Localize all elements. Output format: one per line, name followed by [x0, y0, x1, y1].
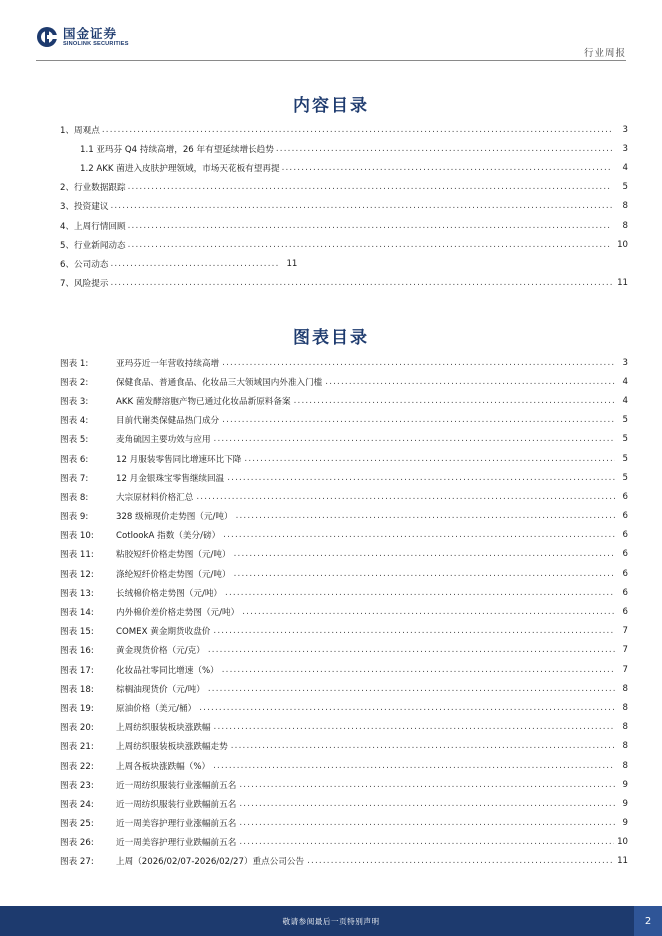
leader-dots	[239, 837, 614, 847]
leader-dots	[236, 511, 615, 521]
figure-title: 328 级棉现价走势图（元/吨）	[116, 512, 233, 523]
leader-dots	[234, 569, 615, 579]
figure-entry[interactable]	[60, 391, 628, 410]
leader-dots	[110, 201, 612, 211]
figure-title: 近一周纺织服装行业涨幅前五名	[116, 780, 237, 791]
toc-item[interactable]	[60, 178, 628, 197]
figure-page: 5	[622, 472, 628, 483]
leader-dots	[227, 473, 615, 483]
report-category: 行业周报	[583, 48, 626, 59]
figure-page: 6	[622, 607, 628, 618]
toc-item-page: 11	[286, 258, 298, 269]
toc-item-label: 6、公司动态	[60, 259, 109, 270]
figure-page: 9	[622, 779, 628, 790]
header-divider	[36, 60, 626, 61]
leader-dots	[208, 645, 615, 655]
figure-entry[interactable]	[60, 602, 628, 621]
figure-entry[interactable]	[60, 411, 628, 430]
figure-entry[interactable]	[60, 449, 628, 468]
leader-dots	[239, 780, 615, 790]
figure-title: 近一周美容护理行业涨幅前五名	[116, 819, 237, 830]
figure-entry[interactable]	[60, 372, 628, 391]
figure-page: 7	[622, 645, 628, 656]
toc-item-label: 7、风险提示	[60, 279, 109, 290]
logo-icon	[36, 26, 58, 48]
page-header	[0, 0, 662, 64]
figure-title: 棕榈油现货价（元/吨）	[116, 684, 205, 695]
toc-item-page: 8	[622, 220, 628, 231]
toc-item-label: 2、行业数据跟踪	[60, 183, 126, 194]
leader-dots	[276, 144, 612, 154]
figure-number: 图表 6:	[60, 454, 89, 465]
figure-entry[interactable]	[60, 487, 628, 506]
toc-item-page: 3	[622, 124, 628, 135]
page-footer	[0, 906, 662, 936]
figure-entry[interactable]	[60, 756, 628, 775]
toc-item-page: 8	[622, 201, 628, 212]
figure-entry[interactable]	[60, 698, 628, 717]
figure-entry[interactable]	[60, 526, 628, 545]
figure-page: 10	[617, 837, 628, 848]
figure-page: 4	[622, 376, 628, 387]
figure-title: 上周各板块涨跌幅（%）	[116, 761, 211, 772]
figure-entry[interactable]	[60, 507, 628, 526]
figure-title: 近一周纺织服装行业跌幅前五名	[116, 799, 237, 810]
figure-entry[interactable]	[60, 583, 628, 602]
figure-page: 8	[622, 760, 628, 771]
figure-page: 6	[622, 491, 628, 502]
leader-dots	[199, 703, 615, 713]
figures-title: 图表目录	[293, 328, 369, 348]
figure-number: 图表 11:	[60, 550, 94, 561]
figure-page: 8	[622, 741, 628, 752]
list-of-figures	[60, 353, 628, 871]
toc-item-label: 5、行业新闻动态	[60, 240, 126, 251]
leader-dots	[234, 549, 615, 559]
leader-dots	[222, 358, 615, 368]
figure-title: 近一周美容护理行业跌幅前五名	[116, 838, 237, 849]
figure-number: 图表 25:	[60, 819, 94, 830]
figure-page: 6	[622, 530, 628, 541]
figure-title: COMEX 黄金期货收盘价	[116, 627, 211, 638]
figure-number: 图表 27:	[60, 857, 94, 868]
toc-item-label: 4、上周行情回顾	[60, 221, 126, 232]
toc-title: 内容目录	[293, 96, 369, 116]
leader-dots	[282, 163, 612, 173]
figure-number: 图表 1:	[60, 358, 89, 369]
figure-entry[interactable]	[60, 660, 628, 679]
leader-dots	[128, 221, 612, 231]
figure-entry[interactable]	[60, 430, 628, 449]
leader-dots	[242, 607, 615, 617]
figure-number: 图表 15:	[60, 627, 94, 638]
figure-number: 图表 23:	[60, 780, 94, 791]
figure-entry[interactable]	[60, 679, 628, 698]
leader-dots	[222, 415, 615, 425]
leader-dots	[110, 278, 612, 288]
figure-number: 图表 9:	[60, 512, 89, 523]
figure-page: 6	[622, 549, 628, 560]
leader-dots	[294, 396, 615, 406]
figure-page: 6	[622, 568, 628, 579]
figure-entry[interactable]	[60, 622, 628, 641]
figure-number: 图表 13:	[60, 588, 94, 599]
figure-page: 8	[622, 702, 628, 713]
toc-item-page: 3	[622, 143, 628, 154]
figure-title: 12 月服装零售同比增速环比下降	[116, 454, 242, 465]
leader-dots	[102, 125, 612, 135]
toc-item-page: 11	[617, 278, 628, 289]
leader-dots	[325, 377, 615, 387]
figure-entry[interactable]	[60, 814, 628, 833]
leader-dots	[213, 626, 615, 636]
figure-page: 11	[617, 856, 628, 867]
figure-number: 图表 18:	[60, 684, 94, 695]
toc-item[interactable]	[60, 235, 628, 254]
toc-item-label: 1.2 AKK 菌进入皮肤护理领域，市场天花板有望再提	[80, 163, 280, 174]
figure-title: 上周（2026/02/07-2026/02/27）重点公司公告	[116, 857, 305, 868]
figure-number: 图表 3:	[60, 396, 89, 407]
logo-chinese-name: 国金证券	[63, 25, 118, 41]
figure-page: 6	[622, 511, 628, 522]
toc-item[interactable]	[60, 216, 628, 235]
footer-disclaimer: 敬请参阅最后一页特别声明	[282, 917, 380, 926]
figure-entry[interactable]	[60, 564, 628, 583]
toc-item[interactable]	[60, 197, 628, 216]
figure-title: 长绒棉价格走势图（元/吨）	[116, 588, 223, 599]
figure-page: 5	[622, 453, 628, 464]
figure-title: CotlookA 指数（美分/磅）	[116, 531, 221, 542]
figure-title: 粘胶短纤价格走势图（元/吨）	[116, 550, 231, 561]
figure-title: 目前代谢类保健品热门成分	[116, 416, 220, 427]
figure-number: 图表 21:	[60, 742, 94, 753]
toc-subitem[interactable]	[60, 139, 628, 158]
figure-number: 图表 2:	[60, 377, 89, 388]
figure-entry[interactable]	[60, 468, 628, 487]
toc-subitem[interactable]	[60, 158, 628, 177]
figure-title: 化妆品社零同比增速（%）	[116, 665, 219, 676]
page-number: 2	[634, 906, 662, 936]
figure-page: 8	[622, 683, 628, 694]
figure-number: 图表 8:	[60, 492, 89, 503]
toc-item[interactable]	[60, 254, 628, 273]
figure-number: 图表 20:	[60, 723, 94, 734]
leader-dots	[110, 259, 280, 269]
figure-title: 黄金现货价格（元/克）	[116, 646, 205, 657]
figure-title: 上周纺织服装板块涨跌幅	[116, 723, 211, 734]
leader-dots	[231, 741, 615, 751]
leader-dots	[213, 761, 615, 771]
figure-title: 亚玛芬近一年营收持续高增	[116, 358, 220, 369]
figure-number: 图表 10:	[60, 531, 94, 542]
figure-number: 图表 16:	[60, 646, 94, 657]
figure-page: 9	[622, 818, 628, 829]
figure-title: AKK 菌发酵溶胞产物已通过化妆品新原料备案	[116, 396, 291, 407]
leader-dots	[307, 856, 614, 866]
figure-number: 图表 5:	[60, 435, 89, 446]
figure-title: 上周纺织服装板块涨跌幅走势	[116, 742, 228, 753]
figure-title: 12 月金银珠宝零售继续回温	[116, 473, 225, 484]
figure-title: 原油价格（美元/桶）	[116, 703, 197, 714]
figure-page: 5	[622, 415, 628, 426]
leader-dots	[208, 684, 615, 694]
leader-dots	[214, 434, 615, 444]
figure-number: 图表 4:	[60, 416, 89, 427]
figure-number: 图表 12:	[60, 569, 94, 580]
figure-page: 5	[622, 434, 628, 445]
figure-title: 大宗原材料价格汇总	[116, 492, 194, 503]
figure-title: 内外棉价差价格走势图（元/吨）	[116, 608, 240, 619]
figure-title: 涤纶短纤价格走势图（元/吨）	[116, 569, 231, 580]
leader-dots	[239, 799, 615, 809]
figure-entry[interactable]	[60, 737, 628, 756]
figure-entry[interactable]	[60, 641, 628, 660]
leader-dots	[222, 665, 615, 675]
figure-page: 8	[622, 722, 628, 733]
figure-page: 3	[622, 357, 628, 368]
leader-dots	[225, 588, 615, 598]
toc-item-label: 1.1 亚玛芬 Q4 持续高增，26 年有望延续增长趋势	[80, 144, 274, 155]
logo-english-name: SINOLINK SECURITIES	[63, 40, 129, 47]
figure-page: 9	[622, 798, 628, 809]
figure-number: 图表 17:	[60, 665, 94, 676]
figure-number: 图表 22:	[60, 761, 94, 772]
toc-item-page: 4	[622, 162, 628, 173]
brand-logo	[36, 26, 129, 48]
figure-entry[interactable]	[60, 353, 628, 372]
figure-title: 麦角硫因主要功效与应用	[116, 435, 211, 446]
leader-dots	[244, 454, 615, 464]
table-of-contents	[60, 120, 628, 293]
leader-dots	[128, 182, 612, 192]
figure-number: 图表 26:	[60, 838, 94, 849]
figure-entry[interactable]	[60, 794, 628, 813]
figure-number: 图表 24:	[60, 799, 94, 810]
figure-page: 6	[622, 587, 628, 598]
toc-item-label: 1、周观点	[60, 125, 100, 136]
figure-title: 保健食品、普通食品、化妆品三大领域国内外准入门槛	[116, 377, 323, 388]
toc-item[interactable]	[60, 274, 628, 293]
toc-item-page: 10	[617, 239, 628, 250]
figure-page: 4	[622, 395, 628, 406]
figure-entry[interactable]	[60, 545, 628, 564]
figure-number: 图表 19:	[60, 703, 94, 714]
figure-number: 图表 14:	[60, 608, 94, 619]
figure-page: 7	[622, 626, 628, 637]
leader-dots	[223, 530, 615, 540]
figure-number: 图表 7:	[60, 473, 89, 484]
figure-entry[interactable]	[60, 718, 628, 737]
toc-item-page: 5	[622, 182, 628, 193]
figure-page: 7	[622, 664, 628, 675]
leader-dots	[196, 492, 615, 502]
figure-entry[interactable]	[60, 775, 628, 794]
figure-entry[interactable]	[60, 833, 628, 852]
toc-item-label: 3、投资建议	[60, 202, 109, 213]
figure-entry[interactable]	[60, 852, 628, 871]
leader-dots	[214, 722, 615, 732]
toc-item[interactable]	[60, 120, 628, 139]
leader-dots	[239, 818, 615, 828]
leader-dots	[128, 240, 612, 250]
